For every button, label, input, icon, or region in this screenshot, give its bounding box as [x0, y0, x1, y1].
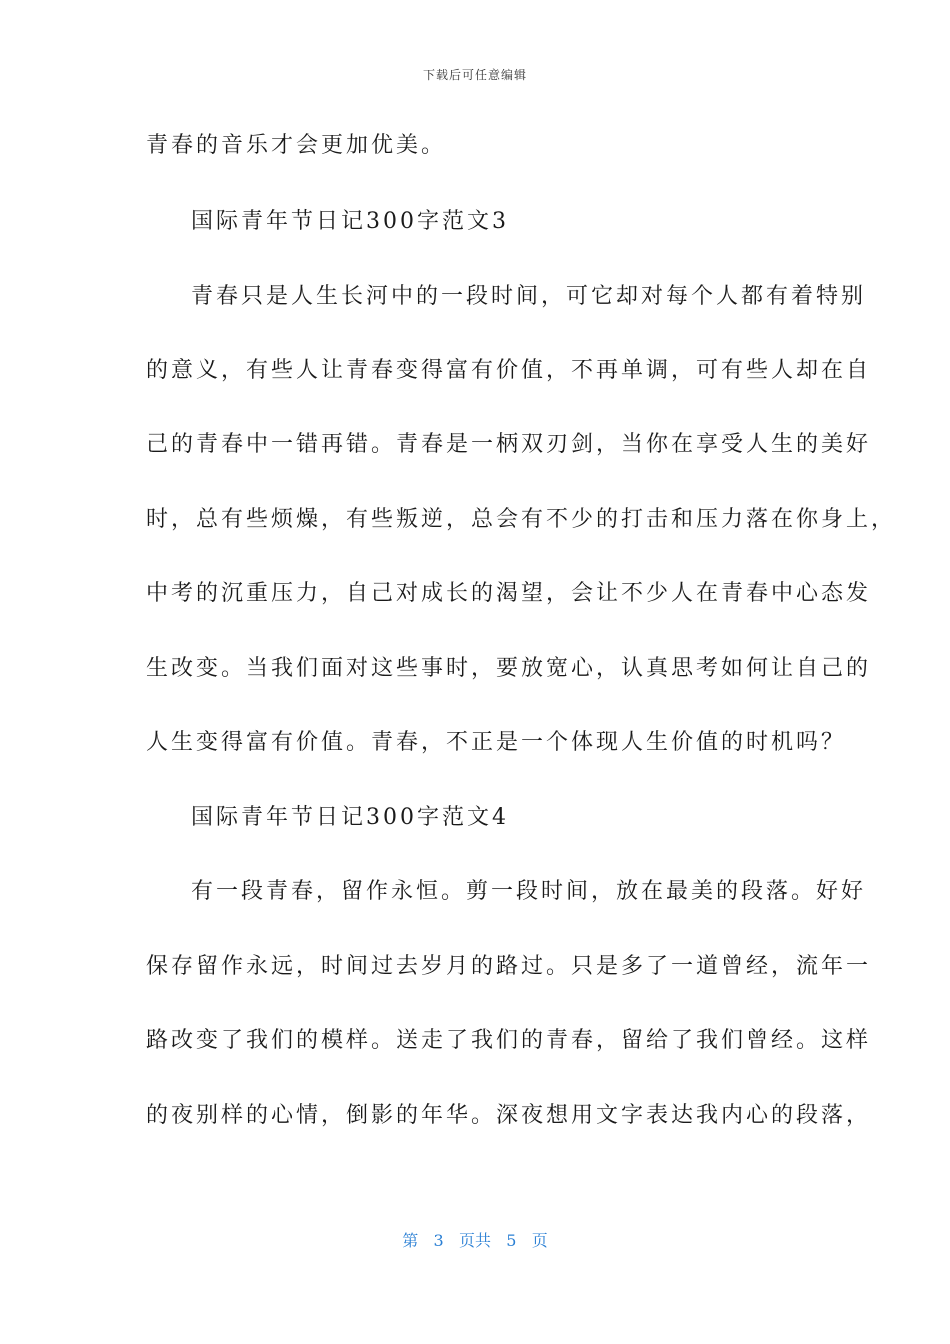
current-page-number: 3	[433, 1231, 444, 1250]
page-footer	[0, 1228, 950, 1251]
footer-prefix: 第	[402, 1231, 419, 1250]
body-line: 人生变得富有价值。青春，不正是一个体现人生价值的时机吗？	[146, 730, 847, 755]
footer-suffix: 页	[531, 1231, 548, 1250]
body-line: 青春的音乐才会更加优美。	[146, 133, 447, 158]
body-line: 青春只是人生长河中的一段时间，可它却对每个人都有着特别	[191, 284, 867, 309]
page-header: 下载后可任意编辑	[422, 68, 527, 82]
section-heading: 国际青年节日记300字范文4	[191, 805, 509, 830]
section-heading: 国际青年节日记300字范文3	[191, 209, 509, 234]
body-line: 的夜别样的心情，倒影的年华。深夜想用文字表达我内心的段落，	[146, 1103, 872, 1128]
body-line: 时，总有些烦燥，有些叛逆，总会有不少的打击和压力落在你身上，	[146, 507, 897, 532]
body-line: 己的青春中一错再错。青春是一柄双刃剑，当你在享受人生的美好	[146, 432, 872, 457]
body-line: 有一段青春，留作永恒。剪一段时间，放在最美的段落。好好	[191, 879, 867, 904]
body-line: 路改变了我们的模样。送走了我们的青春，留给了我们曾经。这样	[146, 1028, 872, 1053]
body-line: 保存留作永远，时间过去岁月的路过。只是多了一道曾经，流年一	[146, 954, 872, 979]
body-line: 的意义，有些人让青春变得富有价值，不再单调，可有些人却在自	[146, 358, 872, 383]
body-line: 生改变。当我们面对这些事时，要放宽心，认真思考如何让自己的	[146, 656, 872, 681]
body-line: 中考的沉重压力，自己对成长的渴望，会让不少人在青春中心态发	[146, 581, 872, 606]
footer-middle: 页共	[458, 1231, 491, 1250]
total-pages-number: 5	[506, 1231, 517, 1250]
